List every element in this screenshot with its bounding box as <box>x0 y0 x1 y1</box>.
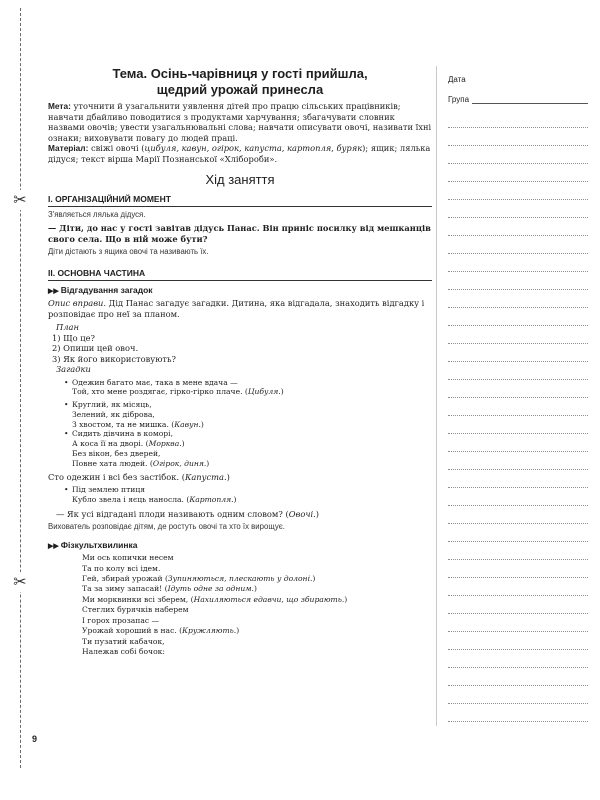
date-field[interactable] <box>448 70 588 84</box>
plan-item: 1) Що це? <box>52 332 95 343</box>
subsection-riddles: ▶▶ Відгадування загадок <box>48 285 153 295</box>
lesson-content: Тема. Осінь-чарівниця у гості прийшла, щедрий урожай принесла Мета: уточнити й узагальнити уявлення дітей про працю сільських працівників; навчати дбайливо поводитися з продуктами харчування; збагачувати словник назвами овочів; увести узагальнювальні слова; навчати описувати овочі, називати їхні ознаки; виховувати повагу до людей праці. Матеріал: свіжі овочі (цибуля, кавун, огірок, капуста, картопля, буряк); ящик; лялька дідуся; текст вірша Марії Познанської «Хлібороби». Хід заняття І. ОРГАНІЗАЦІЙНИЙ МОМЕНТ З'являється лялька дідуся. — Діти, до нас у гості завітав дідусь Панас. Він приніс посилку від мешканців свого села. Що в ній може бути? Діти дістають з ящика овочі та називають їх. ІІ. ОСНОВНА ЧАСТИНА ▶▶ Відгадування загадок Опис вправи. Дід Панас загадує загадки. Дитина, яка відгадала, знаходить відгадку і розповідає про неї за планом. План 1) Що це? 2) Опиши цей овоч. 3) Як його використовують? Загадки • Одежин багато має, така в мене вдача — Той, хто мене роздягає, гірко-гірко плаче. (Цибуля.) • Круглий, як місяць, Зелений, як діброва, З хвостом, та не мишка. (Кавун.) • Сидить дівчина в коморі, А коса її на дворі. (Морква.) Без вікон, без дверей, Повне хата людей. (Огірок, диня.) Сто одежин і всі без застібок. (Капуста.) • Під землею птиця Кубло звела і яєць наносла. (Картопля.) — Як усі відгадані плоди називають одним словом? (Овочі.) Вихователь розповідає дітям, де ростуть овочі та хто їх вирощує. ▶▶ Фізкультхвилинка Ми ось копички несем Та по колу всі ідем. Гей, збирай урожай (Зупиняються, плескають у долоні.) Та за зиму запасай! (Ідуть одне за одним.) Ми морквинки всі зберем, (Нахиляються едавчи, що збирають.) Стеглих бурячків наберем І горох прозапас — Урожай хороший в нас. (Кружляють.) Ти пузатий кабачок, Належав собі бочок: <box>48 66 432 656</box>
stage-note: З'являється лялька дідуся. <box>48 210 146 219</box>
cut-line <box>20 8 21 768</box>
plan-label: План <box>56 322 79 332</box>
riddles-label: Загадки <box>56 364 91 374</box>
lesson-title: Тема. Осінь-чарівниця у гості прийшла, щедрий урожай принесла <box>112 66 368 97</box>
date-line <box>469 75 588 84</box>
section-heading-main: ІІ. ОСНОВНА ЧАСТИНА <box>48 267 432 281</box>
date-label: Дата <box>448 75 466 84</box>
scissors-icon: ✂ <box>10 190 30 210</box>
page-number: 9 <box>32 734 38 744</box>
notes-column <box>448 70 588 722</box>
group-line <box>472 95 588 104</box>
group-label: Група <box>448 95 470 104</box>
teacher-question: — Як усі відгадані плоди називають одним словом? (Овочі.) <box>56 508 320 519</box>
riddle: Без вікон, без дверей, <box>72 449 161 459</box>
subsection-physical-break: ▶▶ Фізкультхвилинка <box>48 540 138 551</box>
riddle: • Круглий, як місяць, <box>64 400 152 410</box>
scissors-icon: ✂ <box>10 572 30 592</box>
plan-item: 3) Як його використовують? <box>52 353 176 364</box>
teacher-speech: — Діти, до нас у гості завітав дідусь Панас. Він приніс посилку від мешканців свого села. Що в ній може бути? <box>48 223 431 244</box>
arrow-icon: ▶▶ <box>48 288 59 295</box>
note-lines[interactable] <box>448 110 588 722</box>
section-heading-organizational: І. ОРГАНІЗАЦІЙНИЙ МОМЕНТ <box>48 193 432 207</box>
materials-paragraph: Матеріал: свіжі овочі (цибуля, кавун, огірок, капуста, картопля, буряк); ящик; лялька дідуся; текст вірша Марії Познанської «Хлібороби». <box>48 143 431 164</box>
stage-note: Діти дістають з ящика овочі та називають їх. <box>48 247 209 256</box>
riddle: Сто одежин і всі без застібок. (Капуста.) <box>48 471 230 482</box>
poem: Ми ось копички несем Та по колу всі ідем. Гей, збирай урожай (Зупиняються, плескають у долоні.) Та за зиму запасай! (Ідуть одне за одним.) Ми морквинки всі зберем, (Нахиляються едавчи, що збирають.) Стеглих бурячків наберем І горох прозапас — Урожай хороший в нас. (Кружляють.) Ти пузатий кабачок, Належав собі бочок: <box>82 553 348 656</box>
goal-paragraph: Мета: уточнити й узагальнити уявлення дітей про працю сільських працівників; навчати дбайливо поводитися з продуктами харчування; збагачувати словник назвами овочів; увести узагальнювальні слова; навчати описувати овочі, називати їхні ознаки; виховувати повагу до людей праці. <box>48 101 432 143</box>
arrow-icon: ▶▶ <box>48 543 59 551</box>
group-field[interactable] <box>448 90 588 104</box>
stage-note: Вихователь розповідає дітям, де ростуть овочі та хто їх вирощує. <box>48 522 285 532</box>
riddle: • Під землею птиця <box>64 485 146 495</box>
riddle: • Одежин багато має, така в мене вдача — <box>64 377 238 387</box>
riddle: • Сидить дівчина в коморі, <box>64 429 174 439</box>
plan-list <box>48 333 432 365</box>
plan-item: 2) Опиши цей овоч. <box>52 343 139 353</box>
exercise-description: Опис вправи. Дід Панас загадує загадки. Дитина, яка відгадала, знаходить відгадку і розповідає про неї за планом. <box>48 298 425 319</box>
column-divider <box>436 66 437 726</box>
lesson-heading: Хід заняття <box>205 172 275 187</box>
